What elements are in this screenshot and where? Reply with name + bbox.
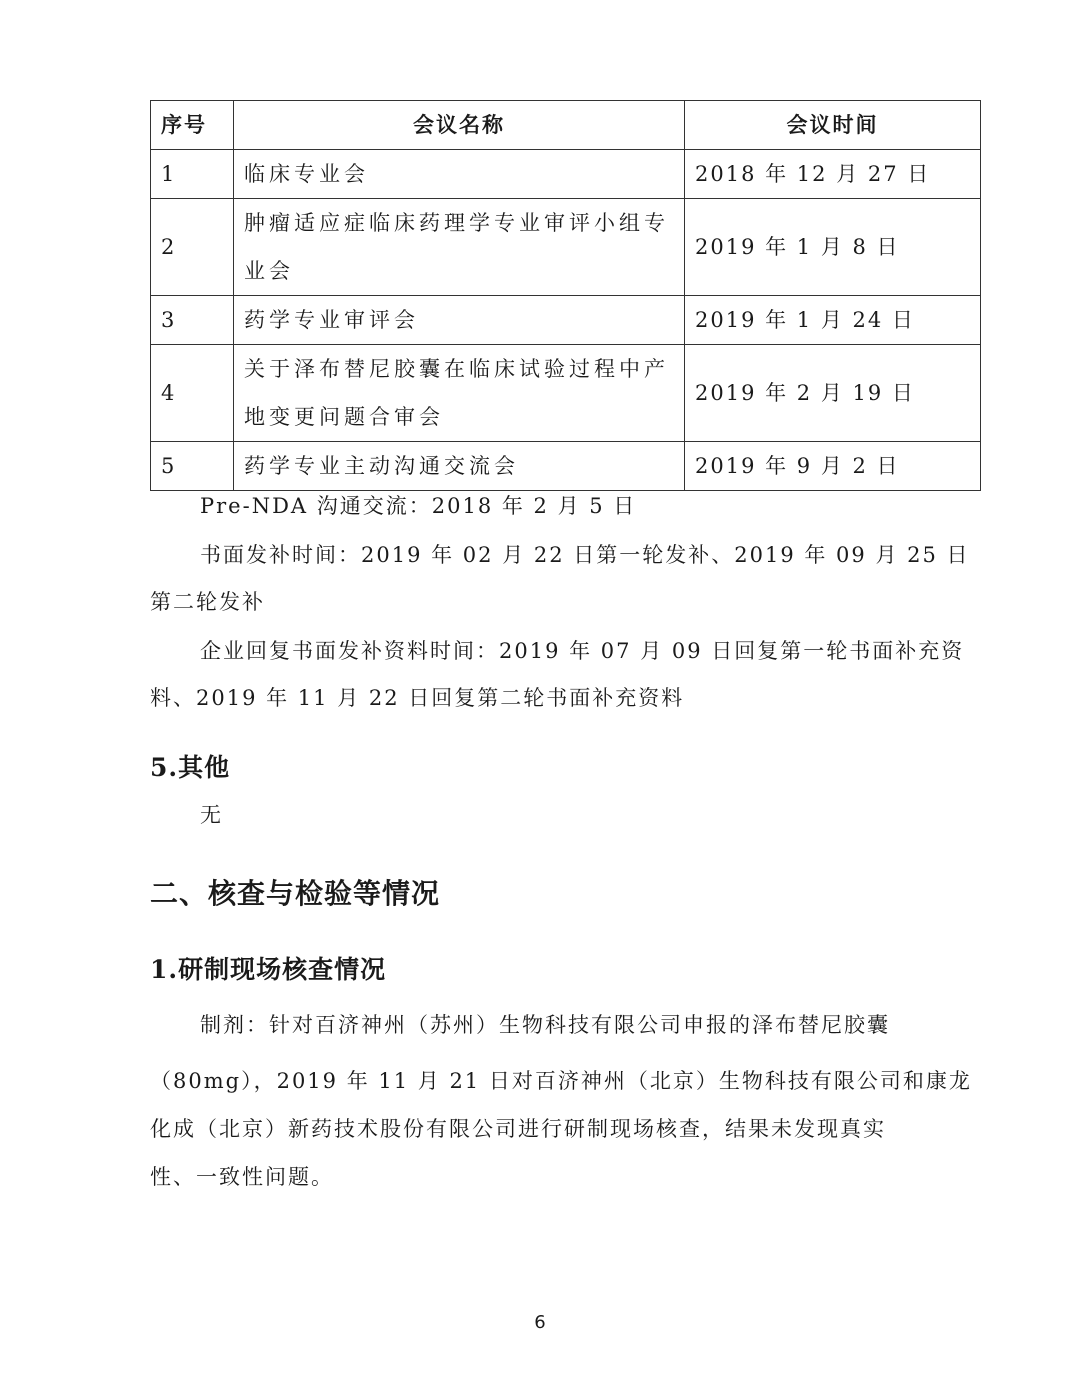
cell-meeting-name: 药学专业审评会 — [234, 296, 685, 345]
cell-meeting-name: 关于泽布替尼胶囊在临床试验过程中产地变更问题合审会 — [234, 345, 685, 442]
header-meeting-time: 会议时间 — [685, 101, 981, 150]
cell-meeting-time: 2019 年 9 月 2 日 — [685, 442, 981, 491]
cell-meeting-name: 临床专业会 — [234, 150, 685, 199]
table-row — [151, 296, 981, 345]
table-header-row — [151, 101, 981, 150]
cell-serial-number: 1 — [151, 150, 234, 199]
section-two-heading: 二、核查与检验等情况 — [150, 877, 441, 910]
cell-serial-number: 3 — [151, 296, 234, 345]
cell-serial-number: 4 — [151, 345, 234, 442]
pre-nda-paragraph: Pre-NDA 沟通交流：2018 年 2 月 5 日 — [200, 494, 637, 518]
cell-meeting-name: 肿瘤适应症临床药理学专业审评小组专业会 — [234, 199, 685, 296]
header-serial-number: 序号 — [151, 101, 234, 150]
cell-meeting-time: 2019 年 1 月 8 日 — [685, 199, 981, 296]
cell-meeting-time: 2018 年 12 月 27 日 — [685, 150, 981, 199]
site-inspection-heading: 1.研制现场核查情况 — [150, 955, 387, 984]
company-reply-paragraph: 企业回复书面发补资料时间：2019 年 07 月 09 日回复第一轮书面补充资料、2019 年 11 月 22 日回复第二轮书面补充资料 — [150, 639, 965, 710]
table-row — [151, 199, 981, 296]
inspection-line-4: 性、一致性问题。 — [150, 1165, 334, 1189]
section-other-heading: 5.其他 — [150, 753, 231, 782]
section-other-body: 无 — [200, 803, 223, 827]
page-number: 6 — [534, 1312, 546, 1333]
meetings-table — [150, 100, 981, 491]
cell-meeting-name: 药学专业主动沟通交流会 — [234, 442, 685, 491]
table-row — [151, 345, 981, 442]
inspection-line-3: 化成（北京）新药技术股份有限公司进行研制现场核查，结果未发现真实 — [150, 1117, 886, 1141]
cell-serial-number: 2 — [151, 199, 234, 296]
header-meeting-name: 会议名称 — [234, 101, 685, 150]
cell-serial-number: 5 — [151, 442, 234, 491]
cell-meeting-time: 2019 年 1 月 24 日 — [685, 296, 981, 345]
table-row — [151, 150, 981, 199]
inspection-line-1: 制剂：针对百济神州（苏州）生物科技有限公司申报的泽布替尼胶囊 — [200, 1013, 890, 1037]
cell-meeting-time: 2019 年 2 月 19 日 — [685, 345, 981, 442]
written-supplement-paragraph: 书面发补时间：2019 年 02 月 22 日第一轮发补、2019 年 09 月 25 日第二轮发补 — [150, 543, 970, 614]
inspection-line-2: （80mg），2019 年 11 月 21 日对百济神州（北京）生物科技有限公司和康龙 — [150, 1069, 972, 1093]
